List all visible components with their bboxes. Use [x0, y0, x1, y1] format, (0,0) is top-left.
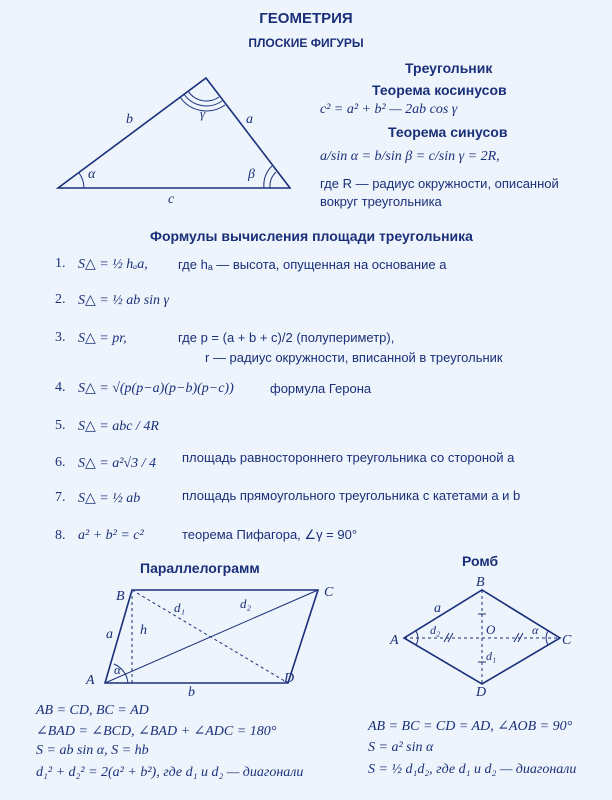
area-item-4-num: 4.	[55, 380, 66, 395]
area-item-6-formula: S△ = a²√3 / 4	[78, 456, 156, 471]
cosine-heading: Теорема косинусов	[372, 82, 507, 98]
area-item-8-num: 8.	[55, 528, 66, 543]
area-item-1-note: где hₐ — высота, опущенная на основание a	[178, 257, 447, 272]
rhombus-fact-2: S = a² sin α	[368, 740, 434, 755]
parallelogram-label-A: A	[86, 673, 95, 688]
parallelogram-label-a: a	[106, 627, 113, 642]
area-heading: Формулы вычисления площади треугольника	[150, 228, 473, 244]
parallelogram-diagram	[80, 578, 340, 703]
rhombus-diagram	[382, 572, 582, 700]
rhombus-label-A: A	[390, 633, 399, 648]
sine-formula: a/sin α = b/sin β = c/sin γ = 2R,	[320, 149, 500, 164]
rhombus-heading: Ромб	[462, 553, 499, 569]
rhombus-label-alpha: α	[532, 623, 539, 637]
area-item-1-num: 1.	[55, 256, 66, 271]
parallelogram-label-d2: d₂	[240, 596, 252, 611]
parallelogram-label-D: D	[284, 671, 295, 686]
parallelogram-label-h: h	[140, 623, 147, 638]
cosine-formula: c² = a² + b² — 2ab cos γ	[320, 102, 458, 117]
rhombus-label-d1: d₁	[486, 649, 497, 663]
area-item-6-note: площадь равностороннего треугольника со стороной a	[182, 450, 515, 465]
area-item-2-formula: S△ = ½ ab sin γ	[78, 293, 170, 308]
area-item-8-formula: a² + b² = c²	[78, 528, 144, 543]
area-item-7-num: 7.	[55, 490, 66, 505]
rhombus-fact-3: S = ½ d₁d₂, где d₁ и d₂ — диагонали	[368, 762, 577, 777]
sine-note-2: вокруг треугольника	[320, 194, 442, 209]
area-item-5-num: 5.	[55, 418, 66, 433]
rhombus-label-O: O	[486, 622, 496, 637]
area-item-3b-note: r — радиус окружности, вписанной в треугольник	[205, 350, 503, 365]
area-item-6-num: 6.	[55, 455, 66, 470]
area-item-8-note: теорема Пифагора, ∠γ = 90°	[182, 527, 358, 542]
triangle-label-c: c	[168, 192, 175, 207]
triangle-label-alpha: α	[88, 167, 96, 182]
rhombus-fact-1: AB = BC = CD = AD, ∠AOB = 90°	[368, 719, 573, 734]
area-item-3-num: 3.	[55, 330, 66, 345]
area-item-5-formula: S△ = abc / 4R	[78, 419, 159, 434]
parallelogram-label-b: b	[188, 685, 195, 700]
parallelogram-label-alpha: α	[114, 662, 121, 677]
rhombus-label-C: C	[562, 633, 572, 648]
triangle-label-b: b	[126, 112, 133, 127]
triangle-heading: Треугольник	[405, 60, 493, 76]
rhombus-label-d2: d₂	[430, 623, 441, 637]
sine-heading: Теорема синусов	[388, 124, 508, 140]
triangle-label-beta: β	[248, 167, 255, 182]
page-subtitle: ПЛОСКИЕ ФИГУРЫ	[248, 36, 364, 50]
area-item-2-num: 2.	[55, 292, 66, 307]
rhombus-label-D: D	[476, 685, 487, 700]
rhombus-label-a: a	[434, 601, 441, 616]
triangle-diagram	[40, 60, 310, 210]
area-item-4-note: формула Герона	[270, 381, 372, 396]
rhombus-label-B: B	[476, 575, 485, 590]
triangle-label-gamma: γ	[200, 106, 206, 121]
parallelogram-fact-3: S = ab sin α, S = hb	[36, 743, 149, 758]
area-item-3-note: где p = (a + b + c)/2 (полупериметр),	[178, 330, 395, 345]
parallelogram-fact-1: AB = CD, BC = AD	[36, 703, 149, 718]
area-item-4-formula: S△ = √(p(p−a)(p−b)(p−c))	[78, 381, 234, 396]
sine-note-1: где R — радиус окружности, описанной	[320, 176, 559, 191]
parallelogram-label-d1: d₁	[174, 600, 186, 615]
page-title: ГЕОМЕТРИЯ	[259, 10, 353, 27]
area-item-7-formula: S△ = ½ ab	[78, 491, 141, 506]
parallelogram-heading: Параллелограмм	[140, 560, 260, 576]
parallelogram-fact-2: ∠BAD = ∠BCD, ∠BAD + ∠ADC = 180°	[36, 724, 277, 739]
area-item-3-formula: S△ = pr,	[78, 331, 127, 346]
area-item-1-formula: S△ = ½ hₐa,	[78, 257, 148, 272]
triangle-label-a: a	[246, 112, 253, 127]
parallelogram-label-B: B	[116, 589, 125, 604]
parallelogram-label-C: C	[324, 585, 334, 600]
area-item-7-note: площадь прямоугольного треугольника с катетами a и b	[182, 488, 521, 503]
parallelogram-fact-4: d₁² + d₂² = 2(a² + b²), где d₁ и d₂ — диагонали	[36, 765, 304, 780]
